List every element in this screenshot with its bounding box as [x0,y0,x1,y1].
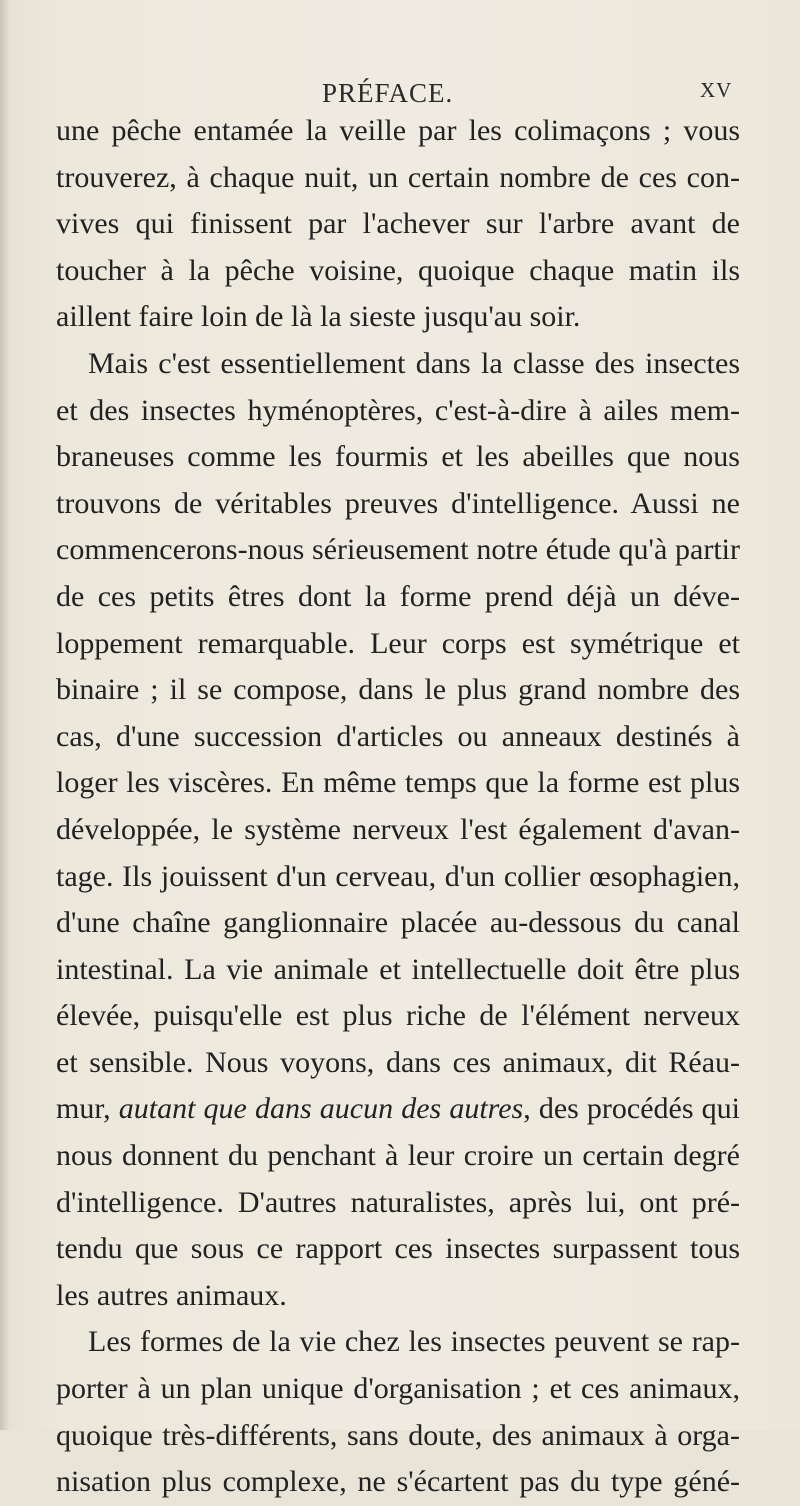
text-line: binaire ; il se compose, dans le plus grand nombre des [56,673,740,707]
text-line: quoique très-différents, sans doute, des animaux à orga- [56,1418,740,1452]
text-line: développée, le système nerveux l'est également d'avan- [56,812,740,846]
running-title: PRÉFACE. [322,78,454,108]
text-line: élevée, puisqu'elle est plus riche de l'élément nerveux [56,999,740,1033]
body-text [56,108,740,1506]
text-line-with-italic [56,1086,740,1133]
text-line: loppement remarquable. Leur corps est symétrique et [56,626,740,660]
text-line: tage. Ils jouissent d'un cerveau, d'un collier œsophagien, [56,859,740,893]
page-number: XV [700,78,733,102]
text-line: vives qui finissent par l'achever sur l'arbre avant de [56,207,740,241]
text-line: toucher à la pêche voisine, quoique chaque matin ils [56,253,740,287]
text-line: tendu que sous ce rapport ces insectes surpassent tous [56,1232,740,1266]
line-text-after: , des procédés qui [523,1092,740,1126]
text-line: une pêche entamée la veille par les colimaçons ; vous [56,114,740,147]
text-line: commencerons-nous sérieusement notre étude qu'à partir [56,533,740,567]
text-line: et des insectes hyménoptères, c'est-à-dire à ailes mem- [56,393,740,427]
text-line: intestinal. La vie animale et intellectuelle doit être plus [56,952,740,986]
text-line: d'intelligence. D'autres naturalistes, après lui, ont pré- [56,1185,740,1219]
text-line: nisation plus complexe, ne s'écartent pas du type géné- [56,1465,740,1499]
text-line: loger les viscères. En même temps que la forme est plus [56,766,740,800]
text-line: cas, d'une succession d'articles ou anneaux destinés à [56,719,740,753]
page-gutter-shadow [0,0,10,1430]
paragraph-first-line: Les formes de la vie chez les insectes peuvent se rap- [88,1325,740,1359]
text-line: d'une chaîne ganglionnaire placée au-dessous du canal [56,906,740,940]
text-line: de ces petits êtres dont la forme prend déjà un déve- [56,579,740,613]
text-line: braneuses comme les fourmis et les abeilles que nous [56,440,740,474]
text-line: aillent faire loin de là la sieste jusqu'au soir. [56,300,581,334]
text-line: trouverez, à chaque nuit, un certain nombre de ces con- [56,160,740,194]
text-line: les autres animaux. [56,1278,287,1312]
text-line: porter à un plan unique d'organisation ; et ces animaux, [56,1372,740,1406]
line-text-before: mur, [56,1092,119,1126]
text-line: et sensible. Nous voyons, dans ces animaux, dit Réau- [56,1045,740,1079]
paragraph-first-line: Mais c'est essentiellement dans la classe des insectes [88,346,740,380]
italic-quotation: autant que dans aucun des autres [118,1092,524,1126]
text-line: nous donnent du penchant à leur croire un certain degré [56,1139,740,1173]
text-line: trouvons de véritables preuves d'intelligence. Aussi ne [56,486,740,520]
